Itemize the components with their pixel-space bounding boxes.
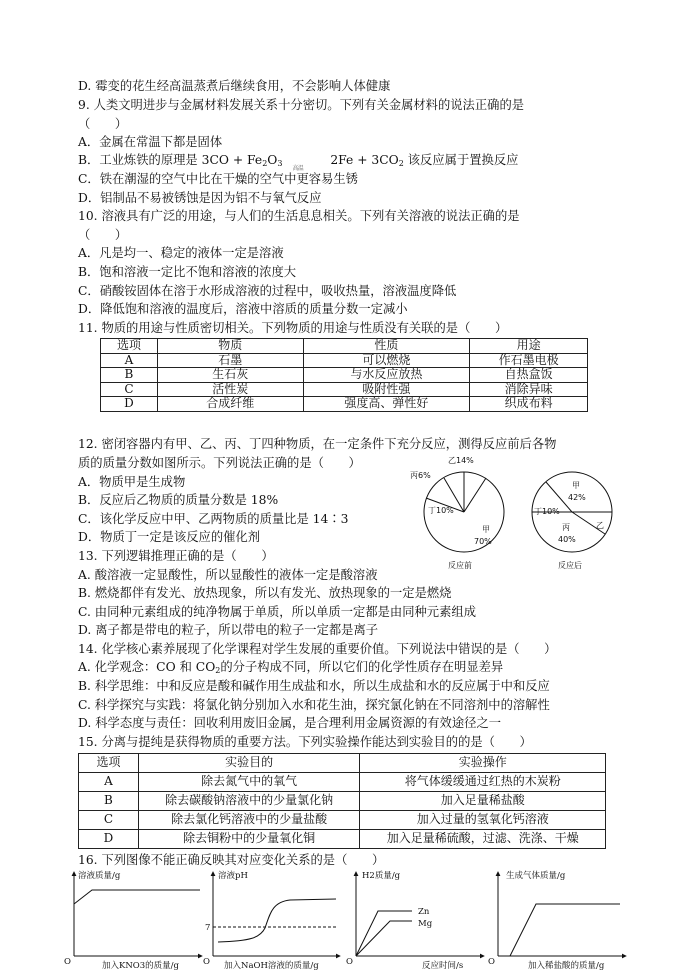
table-cell: 自热盒饭 [470,368,588,383]
graph-3-origin: O [346,957,353,967]
table-cell: 石墨 [157,353,303,368]
q15-header-cell: 选项 [79,754,139,773]
q8-option-d: D. 霉变的花生经高温蒸煮后继续食用，不会影响人体健康 [78,79,391,93]
q9-stem: 9. 人类文明进步与金属材料发展关系十分密切。下列有关金属材料的说法正确的是 [78,98,525,112]
table-cell: 除去氮气中的氧气 [138,773,360,792]
table-cell: 作石墨电极 [470,353,588,368]
q15-header-cell: 实验操作 [360,754,606,773]
pie-after-ding: 丁10% [534,507,560,516]
q12-stem-line2: 质的质量分数如图所示。下列说法正确的是（ ） [78,456,361,470]
table-row [79,830,606,849]
q11-stem: 11. 物质的用途与性质密切相关。下列物质的用途与性质没有关联的是（ ） [78,321,508,335]
table-cell: 可以燃烧 [303,353,470,368]
graph-3-ylabel: H2质量/g [362,871,401,881]
graph-1-curve [74,890,200,904]
q11-header-cell: 用途 [470,339,588,354]
q12-option-a: A．物质甲是生成物 [78,475,186,489]
table-cell: B [79,792,139,811]
q16-graphs [60,866,630,970]
graph-2-tick-7: 7 [205,923,211,933]
q11-table-header [101,339,588,354]
table-cell: C [79,811,139,830]
q9-option-b-product: 2Fe + 3CO [330,153,399,167]
table-row [79,792,606,811]
q9-option-b-suffix: 该反应属于置换反应 [407,153,519,167]
table-row [79,811,606,830]
pie-before-divider [464,478,486,512]
graph-2-origin: O [203,957,210,967]
pie-after-bing: 丙 [562,523,570,532]
q16-stem: 16. 下列图像不能正确反映其对应变化关系的是（ ） [78,853,385,867]
table-row [101,353,588,368]
table-cell: C [101,382,158,397]
pie-before-jia-pct: 70% [474,537,492,546]
q14-stem: 14. 化学核心素养展现了化学课程对学生发展的重要价值。下列说法中错误的是（ ） [78,642,557,656]
graph-2 [203,870,340,970]
pie-before [410,456,504,570]
q11-header-cell: 选项 [101,339,158,354]
pie-before-ding: 丁10% [428,506,454,515]
pie-after-jia: 甲 [572,481,580,490]
q12-option-d: D．物质丁一定是该反应的催化剂 [78,530,261,544]
graph-3-line-zn [356,911,412,956]
q10-option-b: B．饱和溶液一定比不饱和溶液的浓度大 [78,265,297,279]
table-row [101,397,588,412]
q14-option-a: A. 化学观念：CO 和 $CO_2$的分子构成不同，所以它们的化学性质存在明显差异 [78,660,504,675]
q14-option-a-suffix: 的分子构成不同，所以它们的化学性质存在明显差异 [220,660,504,674]
graph-2-ylabel: 溶液pH [218,871,248,881]
table-cell: B [101,368,158,383]
pie-after [532,472,612,570]
q13-option-d: D. 离子都是带电的粒子，所以带电的粒子一定都是离子 [78,623,379,637]
graph-4-xlabel: 加入稀盐酸的质量/g [528,961,605,970]
graph-4-origin: O [488,957,495,967]
q14-option-c: C. 科学探究与实践：将氯化钠分别加入水和花生油，探究氯化钠在不同溶剂中的溶解性 [78,698,550,712]
graph-1 [64,870,202,970]
graph-1-origin: O [64,957,71,967]
table-cell: D [101,397,158,412]
q12-option-b: B．反应后乙物质的质量分数是 18% [78,493,279,507]
table-cell: 消除异味 [470,382,588,397]
graph-3-label-zn: Zn [418,907,430,917]
pie-after-bing-pct: 40% [558,535,576,544]
graph-3-xlabel: 反应时间/s [422,961,464,970]
table-cell: 除去碳酸钠溶液中的少量氯化钠 [138,792,360,811]
q14-option-b: B. 科学思维：中和反应是酸和碱作用生成盐和水，所以生成盐和水的反应属于中和反应 [78,679,550,693]
table-row [101,382,588,397]
table-row [101,368,588,383]
pie-after-yi: 乙 [596,521,604,530]
q13-option-a: A. 酸溶液一定显酸性，所以显酸性的液体一定是酸溶液 [78,568,378,582]
table-cell: D [79,830,139,849]
q11-header-cell: 性质 [303,339,470,354]
table-cell: 加入足量稀硫酸，过滤、洗涤、干燥 [360,830,606,849]
pie-before-caption: 反应前 [448,561,472,570]
pie-before-bing: 丙6% [410,471,431,480]
q12-pie-charts [400,450,620,574]
q13-option-b: B. 燃烧都伴有发光、放热现象，所以有发光、放热现象的一定是燃烧 [78,586,452,600]
pie-after-caption: 反应后 [558,561,582,570]
table-cell: A [79,773,139,792]
graph-4 [488,870,626,970]
q15-header-cell: 实验目的 [138,754,360,773]
q14-option-d: D. 科学态度与责任：回收利用废旧金属，是合理利用金属资源的有效途径之一 [78,716,502,730]
q15-table-header [79,754,606,773]
q15-table [78,753,606,849]
table-cell: 活性炭 [157,382,303,397]
q9-option-b: B．工业炼铁的原理是 $3CO + Fe_2O_3$ 高温 $2Fe + 3CO_2$ 该反应属于置换反应 [78,152,518,172]
table-cell: 除去铜粉中的少量氧化铜 [138,830,360,849]
pie-after-jia-pct: 42% [568,493,586,502]
q10-option-c: C．硝酸铵固体在溶于水形成溶液的过程中，吸收热量，溶液温度降低 [78,284,457,298]
table-row [79,773,606,792]
q9-option-d: D．铝制品不易被锈蚀是因为铝不与氧气反应 [78,191,322,205]
graph-4-ylabel: 生成气体质量/g [506,871,566,881]
q9-option-c: C．铁在潮湿的空气中比在干燥的空气中更容易生锈 [78,172,358,186]
q10-option-a: A．凡是均一、稳定的液体一定是溶液 [78,246,284,260]
graph-3 [346,870,484,970]
graph-3-label-mg: Mg [418,919,433,929]
graph-4-curve [510,904,620,956]
table-cell: 与水反应放热 [303,368,470,383]
q9-option-b-prefix: B．工业炼铁的原理是 3CO + Fe [78,153,263,167]
q12-option-c: C．该化学反应中甲、乙两物质的质量比是 14∶3 [78,512,349,526]
q14-option-a-prefix: A. 化学观念：CO 和 CO [78,660,216,674]
table-cell: 加入过量的氢氧化钙溶液 [360,811,606,830]
q13-stem: 13. 下列逻辑推理正确的是（ ） [78,549,274,563]
graph-1-ylabel: 溶液质量/g [78,871,121,881]
table-cell: 除去氯化钙溶液中的少量盐酸 [138,811,360,830]
table-cell: 加入足量稀盐酸 [360,792,606,811]
q10-answer-paren: （ ） [78,228,128,242]
graph-2-xlabel: 加入NaOH溶液的质量/g [224,961,319,970]
q10-option-d: D．降低饱和溶液的温度后，溶液中溶质的质量分数一定减小 [78,302,408,316]
q12-stem-line1: 12. 密闭容器内有甲、乙、丙、丁四种物质，在一定条件下充分反应，测得反应前后各物 [78,437,557,451]
table-cell: 生石灰 [157,368,303,383]
q13-option-c: C. 由同种元素组成的纯净物属于单质，所以单质一定都是由同种元素组成 [78,605,476,619]
table-cell: A [101,353,158,368]
table-cell: 强度高、弹性好 [303,397,470,412]
table-cell: 吸附性强 [303,382,470,397]
q9-option-a: A．金属在常温下都是固体 [78,135,223,149]
q9-reaction-condition: 高温 [292,165,304,172]
table-cell: 将气体缓缓通过红热的木炭粉 [360,773,606,792]
q11-table [100,338,588,412]
pie-before-jia: 甲 [482,525,490,534]
table-cell: 合成纤维 [157,397,303,412]
q11-header-cell: 物质 [157,339,303,354]
graph-1-xlabel: 加入KNO3的质量/g [102,961,179,970]
q9-answer-paren: （ ） [78,117,128,131]
table-cell: 织成布料 [470,397,588,412]
pie-before-yi: 乙14% [448,456,474,465]
q15-stem: 15. 分离与提纯是获得物质的重要方法。下列实验操作能达到实验目的的是（ ） [78,735,532,749]
q10-stem: 10. 溶液具有广泛的用途，与人们的生活息息相关。下列有关溶液的说法正确的是 [78,209,520,223]
graph-2-curve [218,899,336,942]
